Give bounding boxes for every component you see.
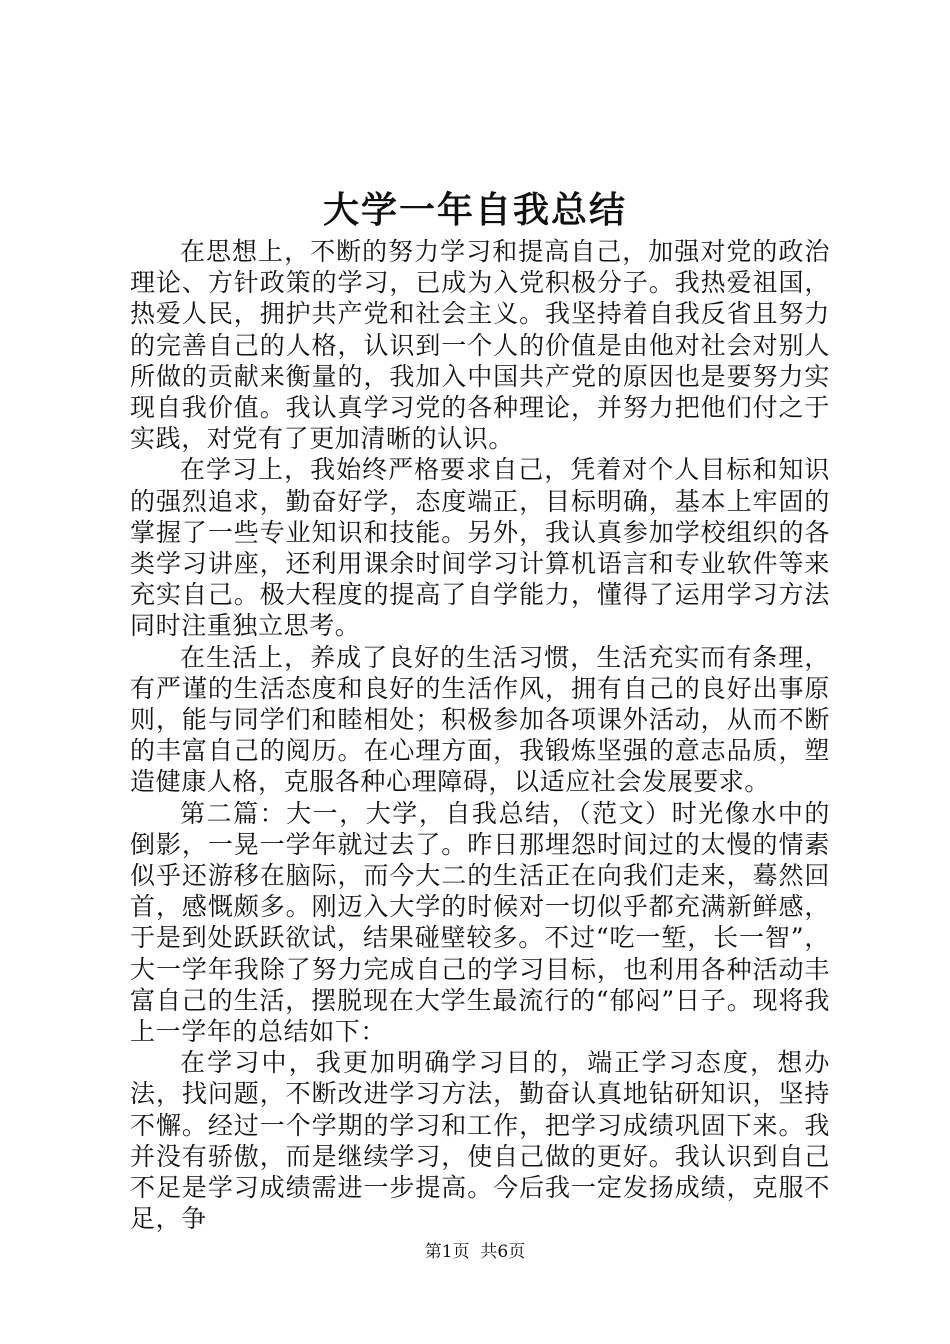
paragraph-life: 在生活上，养成了良好的生活习惯，生活充实而有条理，有严谨的生活态度和良好的生活作风，拥有自己的良好出事原则，能与同学们和睦相处；积极参加各项课外活动，从而不断的丰富自己的阅历。在心理方面，我锻炼坚强的意志品质，塑造健康人格，克服各种心理障碍，以适应社会发展要求。 [130, 642, 830, 797]
document-title: 大学一年自我总结 [322, 189, 627, 231]
page-number-footer: 第1页 共6页 [424, 1242, 526, 1262]
paragraph-second-essay: 第二篇：大一，大学，自我总结，（范文）时光像水中的倒影，一晃一学年就过去了。昨日那埋怨时间过的太慢的情素似乎还游移在脑际，而今大二的生活正在向我们走来，蓦然回首，感慨颇多。刚迈入大学的时候对一切似乎都充满新鲜感，于是到处跃跃欲试，结果碰壁较多。不过“吃一堑，长一智”，大一学年我除了努力完成自己的学习目标，也利用各种活动丰富自己的生活，摆脱现在大学生最流行的“郁闷”日子。现将我上一学年的总结如下： [130, 798, 830, 1047]
paragraph-learning: 在学习中，我更加明确学习目的，端正学习态度，想办法，找问题，不断改进学习方法，勤奋认真地钻研知识，坚持不懈。经过一个学期的学习和工作，把学习成绩巩固下来。我并没有骄傲，而是继续学习，使自己做的更好。我认识到自己不足是学习成绩需进一步提高。今后我一定发扬成绩，克服不足，争 [130, 1048, 830, 1234]
paragraph-study: 在学习上，我始终严格要求自己，凭着对个人目标和知识的强烈追求，勤奋好学，态度端正，目标明确，基本上牢固的掌握了一些专业知识和技能。另外，我认真参加学校组织的各类学习讲座，还利用课余时间学习计算机语言和专业软件等来充实自己。极大程度的提高了自学能力，懂得了运用学习方法同时注重独立思考。 [130, 455, 830, 641]
document-body [130, 236, 830, 1235]
paragraph-ideology: 在思想上，不断的努力学习和提高自己，加强对党的政治理论、方针政策的学习，已成为入党积极分子。我热爱祖国，热爱人民，拥护共产党和社会主义。我坚持着自我反省且努力的完善自己的人格，认识到一个人的价值是由他对社会对别人所做的贡献来衡量的，我加入中国共产党的原因也是要努力实现自我价值。我认真学习党的各种理论，并努力把他们付之于实践，对党有了更加清晰的认识。 [130, 237, 830, 454]
